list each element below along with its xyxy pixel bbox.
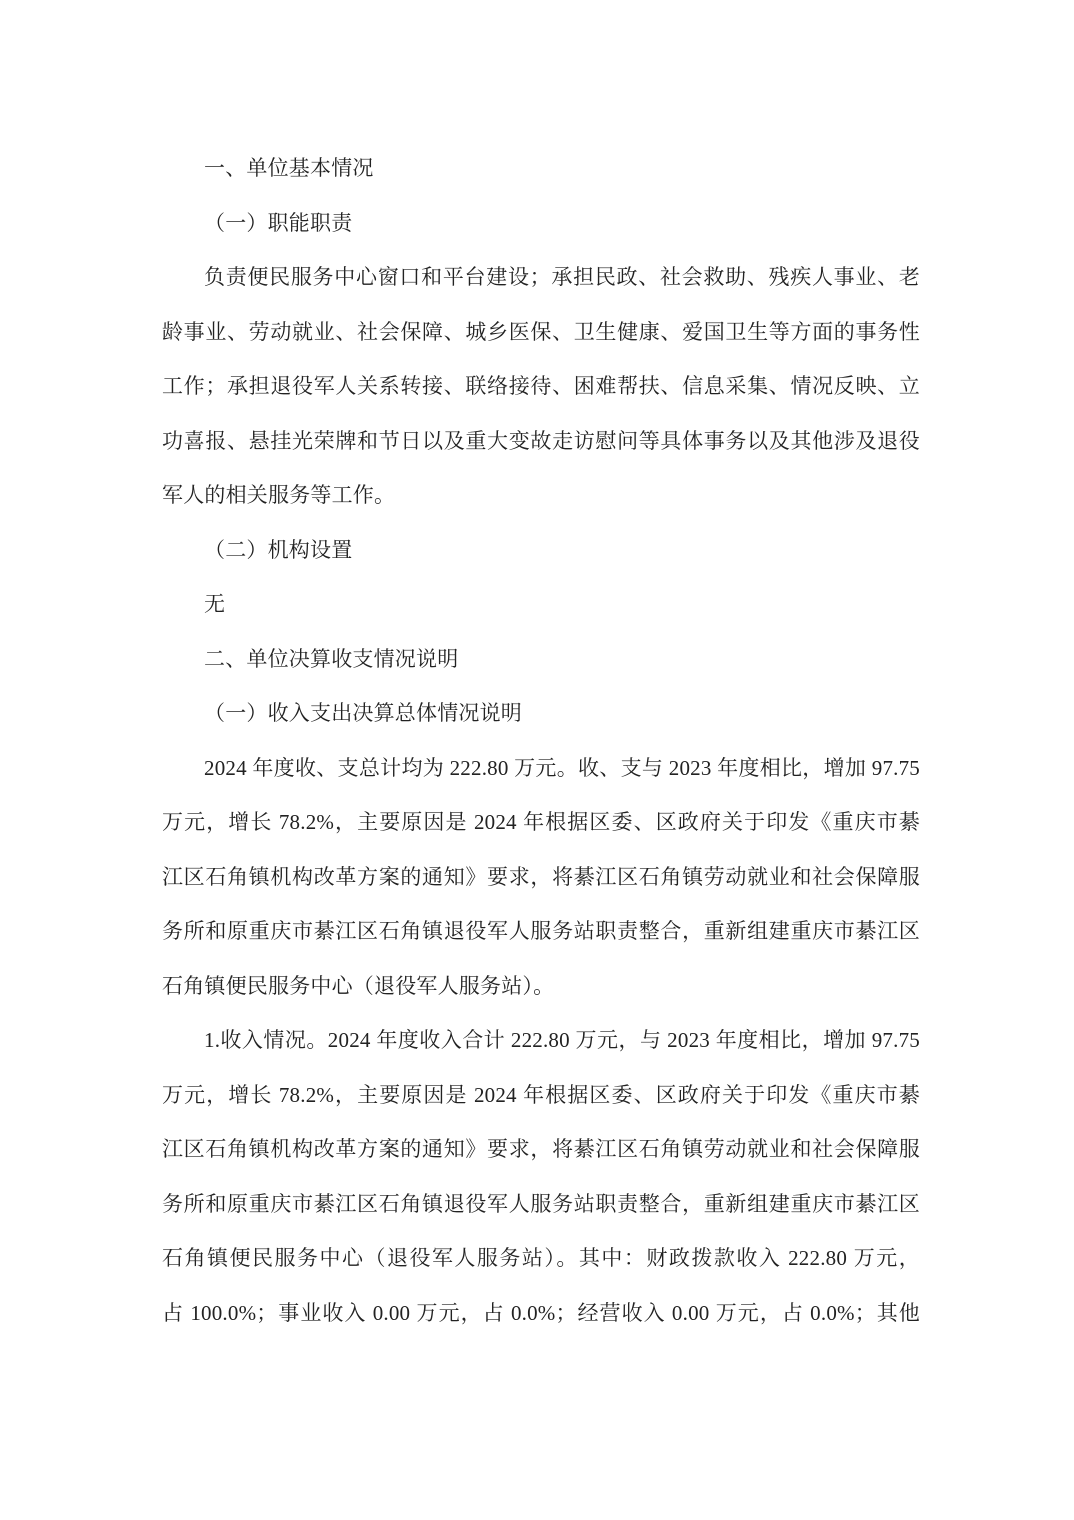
text-line: （二）机构设置: [204, 537, 353, 562]
paragraph-heading-level-1: [162, 632, 920, 687]
paragraph-heading-level-1: [162, 141, 920, 196]
paragraph-body: [162, 577, 920, 632]
text-line: 二、单位决算收支情况说明: [204, 646, 459, 671]
text-line: 万元，增长 78.2%，主要原因是 2024 年根据区委、区政府关于印发《重庆市綦: [162, 810, 920, 834]
text-line: 2024 年度收、支总计均为 222.80 万元。收、支与 2023 年度相比，增加 97.75: [204, 755, 920, 780]
text-line: 1.收入情况。2024 年度收入合计 222.80 万元，与 2023 年度相比，增加 97.75: [204, 1028, 920, 1052]
text-line: 江区石角镇机构改革方案的通知》要求，将綦江区石角镇劳动就业和社会保障服: [162, 864, 920, 889]
text-line: 万元，增长 78.2%，主要原因是 2024 年根据区委、区政府关于印发《重庆市綦: [162, 1082, 920, 1107]
text-line: 军人的相关服务等工作。: [162, 483, 396, 507]
text-line: （一）职能职责: [204, 210, 353, 235]
paragraph-heading-level-2: [162, 686, 920, 741]
text-line: 一、单位基本情况: [204, 156, 374, 180]
text-line: 石角镇便民服务中心（退役军人服务站）。其中：财政拨款收入 222.80 万元，: [162, 1246, 920, 1270]
text-line: 工作；承担退役军人关系转接、联络接待、困难帮扶、信息采集、情况反映、立: [162, 374, 920, 398]
text-line: 负责便民服务中心窗口和平台建设；承担民政、社会救助、残疾人事业、老: [204, 265, 920, 289]
text-line: 龄事业、劳动就业、社会保障、城乡医保、卫生健康、爱国卫生等方面的事务性: [162, 319, 920, 344]
text-line: 务所和原重庆市綦江区石角镇退役军人服务站职责整合，重新组建重庆市綦江区: [162, 919, 920, 943]
paragraph-body: [162, 250, 920, 523]
paragraph-body: [162, 741, 920, 1014]
text-line: 务所和原重庆市綦江区石角镇退役军人服务站职责整合，重新组建重庆市綦江区: [162, 1191, 920, 1216]
text-line: （一）收入支出决算总体情况说明: [204, 701, 522, 725]
text-line: 功喜报、悬挂光荣牌和节日以及重大变故走访慰问等具体事务以及其他涉及退役: [162, 428, 920, 453]
text-line: 无: [204, 592, 226, 616]
text-line: 占 100.0%；事业收入 0.00 万元，占 0.0%；经营收入 0.00 万元，占 0.0%；其他: [162, 1300, 920, 1325]
text-line: 石角镇便民服务中心（退役军人服务站）。: [162, 973, 555, 998]
paragraph-body: [162, 1013, 920, 1340]
paragraph-heading-level-2: [162, 523, 920, 578]
text-line: 江区石角镇机构改革方案的通知》要求，将綦江区石角镇劳动就业和社会保障服: [162, 1137, 920, 1161]
paragraph-heading-level-2: [162, 196, 920, 251]
